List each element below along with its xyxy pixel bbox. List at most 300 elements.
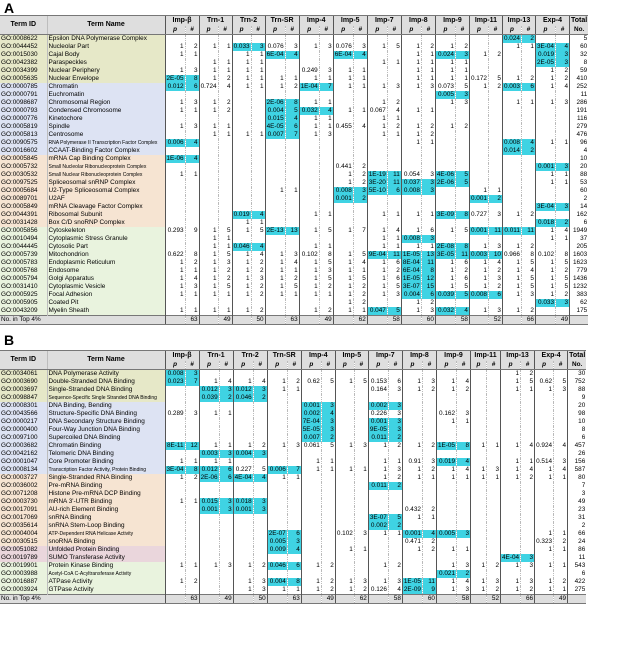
p-value-cell	[199, 179, 218, 187]
p-value-cell	[368, 370, 388, 379]
count-cell: 3	[387, 83, 401, 91]
count-cell	[487, 498, 501, 506]
p-value-cell	[335, 538, 354, 546]
p-value-cell	[471, 458, 487, 466]
p-value-cell	[436, 538, 456, 546]
count-cell: 5	[218, 227, 232, 235]
term-id: GO:0051082	[0, 546, 47, 554]
p-value-cell: 0.008	[333, 187, 353, 195]
importin-column-header: Imp-9	[435, 16, 469, 27]
total-count-cell: 286	[570, 99, 589, 107]
p-value-cell	[501, 434, 521, 442]
footer-spacer	[436, 595, 456, 604]
p-value-cell	[165, 546, 185, 554]
count-cell	[253, 482, 267, 490]
p-value-cell	[233, 410, 253, 418]
p-value-cell	[265, 147, 285, 155]
p-value-cell	[333, 59, 353, 67]
footer-spacer	[471, 595, 487, 604]
count-cell	[521, 522, 535, 530]
count-cell: 1	[387, 243, 401, 251]
p-value-cell: 1	[232, 67, 251, 75]
p-value-cell	[199, 530, 219, 538]
p-value-cell	[267, 394, 287, 402]
count-cell: 1	[487, 442, 501, 450]
p-value-cell: 1	[502, 283, 521, 291]
count-cell: 3	[287, 442, 301, 450]
p-value-cell: 1	[299, 115, 319, 123]
count-subheader: #	[319, 26, 333, 35]
p-value-cell	[535, 147, 555, 155]
p-value-cell	[502, 131, 521, 139]
term-name: Nuclear Envelope	[47, 75, 165, 83]
p-value-cell: 1	[535, 171, 555, 179]
p-value-cell: 1	[401, 131, 421, 139]
count-subheader: #	[487, 361, 501, 370]
p-value-cell	[501, 498, 521, 506]
count-cell	[253, 522, 267, 530]
count-cell	[521, 402, 535, 410]
count-cell	[321, 514, 335, 522]
count-cell: 5	[455, 179, 469, 187]
count-cell: 1	[185, 51, 199, 59]
count-cell: 3	[488, 211, 502, 219]
p-value-cell: 0.001	[368, 418, 388, 426]
p-value-cell	[367, 163, 387, 171]
p-value-cell	[471, 394, 487, 402]
p-value-cell	[199, 51, 218, 59]
count-cell	[554, 498, 568, 506]
count-cell	[488, 123, 502, 131]
count-cell: 3	[457, 530, 471, 538]
p-value-cell: 0.003	[199, 450, 219, 458]
p-value-cell: 1E-05	[402, 275, 420, 282]
p-value-cell: 0.727	[470, 211, 487, 218]
p-value-cell: 1	[333, 227, 353, 235]
p-value-cell	[265, 91, 285, 99]
p-value-subheader: p	[301, 361, 321, 370]
count-cell: 3	[388, 578, 402, 586]
count-cell: 8	[185, 466, 199, 474]
count-cell: 2	[353, 195, 367, 203]
count-cell: 3	[219, 450, 233, 458]
count-cell	[455, 203, 469, 211]
p-value-cell: 1	[265, 251, 285, 259]
p-value-cell: 1	[502, 275, 521, 283]
p-value-cell	[471, 378, 487, 386]
total-count-cell: 9	[568, 394, 587, 402]
p-value-cell	[368, 546, 388, 554]
count-cell	[218, 163, 232, 171]
p-value-cell: 6E-04	[266, 51, 284, 58]
panel-b-label: B	[4, 332, 15, 348]
p-value-cell: 1	[333, 291, 353, 299]
count-cell: 1	[554, 474, 568, 482]
count-cell	[421, 195, 435, 203]
p-value-cell	[436, 434, 456, 442]
p-value-cell	[502, 67, 521, 75]
count-subheader: #	[455, 26, 469, 35]
go-term-row	[0, 35, 588, 44]
count-cell	[218, 91, 232, 99]
p-value-cell	[471, 386, 487, 394]
go-term-row	[0, 474, 586, 482]
count-cell: 4	[556, 83, 570, 91]
total-count-cell: 191	[570, 107, 589, 115]
count-cell	[521, 450, 535, 458]
count-subheader: #	[387, 26, 401, 35]
p-value-cell	[535, 243, 555, 251]
count-cell	[455, 299, 469, 307]
p-value-cell: 4E-06	[436, 171, 454, 178]
total-count-cell: 543	[568, 562, 587, 570]
count-cell	[421, 203, 435, 211]
count-cell	[521, 51, 535, 59]
count-cell: 13	[285, 227, 299, 235]
p-value-cell: 0.102	[336, 530, 353, 537]
p-value-cell	[435, 235, 455, 243]
count-cell: 2	[353, 283, 367, 291]
top-percent-label: No. in Top 4%	[0, 316, 165, 325]
p-value-cell	[232, 195, 251, 203]
p-value-cell: 0.012	[233, 386, 253, 394]
p-value-cell: 1	[232, 291, 251, 299]
p-value-cell: 1	[471, 562, 487, 570]
count-cell: 2	[521, 35, 535, 44]
term-name: SUMO Transferase Activity	[47, 554, 165, 562]
count-cell: 2	[521, 211, 535, 219]
count-cell	[421, 219, 435, 227]
p-value-cell	[265, 195, 285, 203]
count-cell	[321, 554, 335, 562]
p-value-cell: 1	[199, 458, 219, 466]
p-value-cell	[471, 402, 487, 410]
total-count-cell: 26	[568, 450, 587, 458]
go-term-row	[0, 410, 586, 418]
p-value-cell: 1	[401, 107, 421, 115]
p-value-cell: 1	[402, 546, 422, 554]
top-count-cell: 50	[253, 595, 267, 604]
p-value-cell: 0.039	[435, 291, 455, 299]
count-cell	[455, 147, 469, 155]
count-cell: 1	[353, 267, 367, 275]
p-value-cell	[165, 418, 185, 426]
count-cell: 15	[421, 283, 435, 291]
p-value-cell	[436, 402, 456, 410]
p-value-cell	[535, 490, 554, 498]
p-value-cell	[335, 370, 354, 379]
total-count-cell: 752	[568, 378, 587, 386]
count-cell	[251, 187, 265, 195]
count-cell: 4	[457, 466, 471, 474]
go-term-row	[0, 434, 586, 442]
count-cell: 1	[521, 99, 535, 107]
count-cell: 3	[487, 578, 501, 586]
count-cell	[457, 514, 471, 522]
p-value-cell	[301, 570, 321, 578]
count-cell: 2	[422, 442, 436, 450]
count-cell	[185, 35, 199, 44]
count-cell: 3	[354, 442, 368, 450]
p-value-cell	[333, 147, 353, 155]
p-value-cell	[469, 219, 488, 227]
p-value-cell: 1	[301, 578, 321, 586]
count-cell	[287, 450, 301, 458]
count-cell: 2	[253, 394, 267, 402]
count-cell: 1	[421, 211, 435, 219]
p-value-cell: 0.011	[368, 434, 388, 442]
count-cell: 4	[185, 139, 199, 147]
term-name: Nuclear Periphery	[47, 67, 165, 75]
go-term-row	[0, 227, 588, 235]
p-value-cell	[299, 51, 319, 59]
p-value-cell	[502, 235, 521, 243]
count-cell	[554, 514, 568, 522]
p-value-subheader: p	[535, 361, 554, 370]
count-cell	[554, 410, 568, 418]
count-cell: 1	[218, 243, 232, 251]
count-cell	[421, 147, 435, 155]
p-value-subheader: p	[232, 26, 251, 35]
total-count-cell: 1603	[570, 251, 589, 259]
p-value-cell	[335, 426, 354, 434]
p-value-subheader: p	[333, 26, 353, 35]
total-count-cell: 275	[568, 586, 587, 595]
count-cell: 2	[422, 386, 436, 394]
p-value-cell	[335, 482, 354, 490]
count-cell: 4	[285, 259, 299, 267]
p-value-cell: 1	[471, 474, 487, 482]
p-value-cell: 1	[199, 291, 218, 299]
count-cell	[353, 115, 367, 123]
count-cell	[285, 243, 299, 251]
count-cell: 2	[388, 562, 402, 570]
count-cell: 3	[285, 43, 299, 51]
p-value-cell: 1E-05	[403, 578, 421, 585]
count-cell: 5	[455, 171, 469, 179]
p-value-cell: 1	[401, 123, 421, 131]
p-value-cell	[267, 554, 287, 562]
count-cell	[219, 546, 233, 554]
p-value-cell	[267, 490, 287, 498]
count-cell	[253, 570, 267, 578]
count-cell: 2	[488, 267, 502, 275]
p-value-cell: 1	[301, 458, 321, 466]
count-cell	[554, 490, 568, 498]
count-cell: 2	[219, 394, 233, 402]
p-value-cell	[199, 115, 218, 123]
count-cell: 3	[556, 203, 570, 211]
footer-spacer	[535, 595, 554, 604]
count-cell	[422, 426, 436, 434]
p-value-cell	[265, 67, 285, 75]
importin-column-header: Trn-SR	[265, 16, 299, 27]
count-cell: 3	[185, 67, 199, 75]
p-value-cell	[402, 570, 422, 578]
count-cell	[422, 490, 436, 498]
p-value-cell: 1	[333, 83, 353, 91]
count-cell	[319, 219, 333, 227]
count-cell: 5	[353, 251, 367, 259]
term-name: Small Nuclear Ribonucleoprotein Complex	[47, 171, 165, 179]
term-id: GO:0008622	[0, 35, 47, 44]
count-cell: 1	[251, 59, 265, 67]
p-value-cell: 1	[299, 275, 319, 283]
count-cell: 5	[253, 466, 267, 474]
p-value-cell: 1	[535, 259, 555, 267]
count-cell: 1	[421, 139, 435, 147]
top-percent-label: No. in Top 4%	[0, 595, 165, 604]
count-cell	[185, 195, 199, 203]
p-value-cell: 1	[367, 83, 387, 91]
p-value-cell	[436, 498, 456, 506]
panel-b-table	[0, 350, 586, 604]
term-name: U2AF	[47, 195, 165, 203]
count-cell: 4	[521, 442, 535, 450]
count-subheader: #	[421, 26, 435, 35]
header-row	[0, 16, 588, 27]
count-cell	[218, 179, 232, 187]
count-cell	[554, 450, 568, 458]
count-cell	[287, 426, 301, 434]
importin-column-header: Exp-4	[535, 351, 568, 362]
count-cell: 4	[251, 251, 265, 259]
count-cell	[388, 490, 402, 498]
term-id: GO:0036002	[0, 482, 47, 490]
term-id: GO:0005905	[0, 299, 47, 307]
count-cell: 1	[387, 211, 401, 219]
p-value-cell: 0.006	[165, 139, 185, 147]
term-name: Ribosomal Subunit	[47, 211, 165, 219]
p-value-cell: 1	[535, 466, 554, 474]
p-value-cell: 1	[435, 227, 455, 235]
term-id: GO:0005849	[0, 203, 47, 211]
count-subheader: #	[354, 361, 368, 370]
count-cell	[455, 115, 469, 123]
count-cell: 4	[457, 378, 471, 386]
term-id-header: Term ID	[0, 351, 47, 370]
p-value-cell	[469, 131, 488, 139]
count-cell: 2	[218, 267, 232, 275]
count-cell: 7	[285, 131, 299, 139]
count-cell	[321, 538, 335, 546]
p-value-cell	[199, 578, 219, 586]
count-cell: 2	[353, 171, 367, 179]
count-cell	[488, 235, 502, 243]
count-cell: 3	[421, 187, 435, 195]
p-value-cell: 1	[502, 291, 521, 299]
count-cell: 3	[455, 99, 469, 107]
term-name: Kinetochore	[47, 115, 165, 123]
p-value-cell: 0.172	[470, 75, 487, 82]
p-value-cell	[265, 219, 285, 227]
p-value-cell: 0.293	[165, 227, 185, 235]
total-count-cell: 7	[568, 482, 587, 490]
total-count-cell: 116	[570, 115, 589, 123]
p-value-cell: 2E-05	[536, 59, 554, 66]
p-value-cell	[469, 91, 488, 99]
term-id: GO:0003690	[0, 378, 47, 386]
p-value-cell	[333, 219, 353, 227]
p-value-cell: 1	[232, 219, 251, 227]
p-value-cell: 1	[199, 251, 218, 259]
count-cell: 2	[457, 570, 471, 578]
p-value-cell: 0.226	[368, 410, 388, 418]
count-cell: 2	[319, 307, 333, 316]
total-count-cell: 86	[568, 546, 587, 554]
count-cell	[387, 163, 401, 171]
p-value-cell	[233, 530, 253, 538]
footer-spacer	[367, 316, 387, 325]
p-value-cell	[165, 147, 185, 155]
top-count-cell: 60	[422, 595, 436, 604]
p-value-cell	[469, 203, 488, 211]
count-cell	[488, 299, 502, 307]
term-id: GO:0003988	[0, 570, 47, 578]
count-cell	[554, 402, 568, 410]
count-cell: 1	[422, 474, 436, 482]
count-cell: 1	[219, 458, 233, 466]
count-cell: 3	[185, 99, 199, 107]
count-cell	[521, 498, 535, 506]
count-cell: 6	[521, 83, 535, 91]
p-value-cell: 0.164	[368, 386, 388, 394]
term-id: GO:0003697	[0, 386, 47, 394]
go-term-row	[0, 147, 588, 155]
count-cell: 1	[285, 267, 299, 275]
p-value-cell	[301, 554, 321, 562]
term-id: GO:0035614	[0, 522, 47, 530]
count-cell: 2	[388, 442, 402, 450]
count-cell	[488, 99, 502, 107]
total-count-cell: 1436	[570, 275, 589, 283]
p-value-cell: 0.032	[299, 107, 319, 115]
p-value-cell	[199, 490, 219, 498]
p-value-cell	[299, 155, 319, 163]
p-value-cell	[165, 490, 185, 498]
p-value-cell	[199, 402, 219, 410]
count-cell	[219, 522, 233, 530]
count-cell	[185, 546, 199, 554]
count-cell	[285, 179, 299, 187]
count-cell: 3	[319, 67, 333, 75]
p-value-cell	[469, 171, 488, 179]
count-cell: 1	[185, 562, 199, 570]
footer-spacer	[265, 316, 285, 325]
p-value-cell	[265, 299, 285, 307]
term-name: snoRNA Binding	[47, 538, 165, 546]
p-value-cell	[165, 506, 185, 514]
count-cell: 3	[353, 43, 367, 51]
p-value-cell	[367, 195, 387, 203]
p-value-cell	[199, 434, 219, 442]
p-value-cell	[233, 570, 253, 578]
term-name: U2-Type Spliceosomal Complex	[47, 187, 165, 195]
count-cell	[487, 490, 501, 498]
p-value-cell	[165, 394, 185, 402]
count-cell	[521, 59, 535, 67]
p-value-cell	[232, 155, 251, 163]
count-cell: 5	[556, 283, 570, 291]
count-cell	[185, 490, 199, 498]
p-value-cell: 1	[267, 386, 287, 394]
count-cell: 6	[219, 474, 233, 482]
p-value-cell: 0.076	[265, 43, 285, 51]
count-cell: 3	[388, 466, 402, 474]
count-cell	[353, 203, 367, 211]
p-value-cell: 0.002	[368, 402, 388, 410]
go-term-row	[0, 99, 588, 107]
